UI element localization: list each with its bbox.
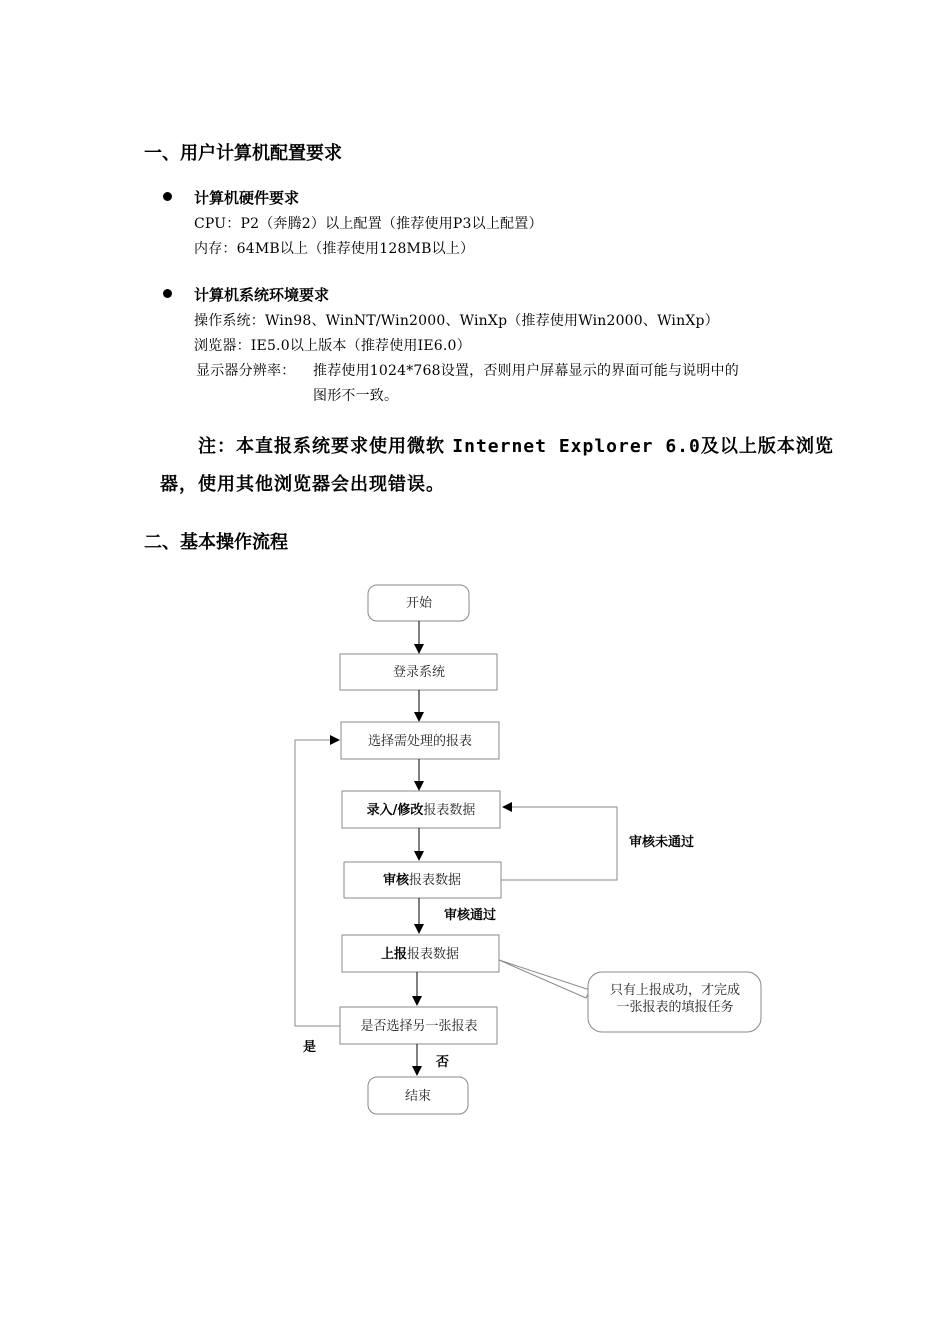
environment-line: 浏览器：IE5.0以上版本（推荐使用IE6.0） (194, 338, 471, 354)
note-browser: Internet Explorer 6.0 (452, 436, 701, 457)
no-label: 否 (436, 1055, 450, 1070)
flow-start-node (368, 585, 469, 621)
note-line-2: 器，使用其他浏览器会出现错误。 (160, 474, 445, 495)
note-suffix: 及以上版本浏览 (700, 436, 834, 457)
flow-loop-arrowhead (502, 802, 512, 812)
callout-line-2: 一张报表的填报任务 (616, 1000, 734, 1015)
flow-input-bold: 录入/修改 (366, 803, 424, 818)
flow-end-node (368, 1077, 468, 1114)
flow-yes-arrowhead (330, 735, 340, 745)
flow-audit-bold: 审核 (382, 873, 409, 888)
resolution-text: 推荐使用1024*768设置，否则用户屏幕显示的界面可能与说明中的 (313, 363, 739, 379)
note-prefix: 注：本直报系统要求使用微软 (198, 436, 445, 457)
flow-login-label: 登录系统 (392, 665, 446, 680)
audit-fail-label: 审核未通过 (629, 835, 695, 850)
section1-title: 一、用户计算机配置要求 (144, 143, 342, 164)
section2-title: 二、基本操作流程 (144, 532, 288, 553)
yes-label: 是 (303, 1040, 317, 1055)
flow-submit-node (342, 935, 499, 972)
hardware-line: CPU：P2（奔腾2）以上配置（推荐使用P3以上配置） (194, 216, 543, 232)
audit-pass-label: 审核通过 (444, 908, 497, 923)
flow-input-rest: 报表数据 (423, 803, 476, 818)
flow-audit-label (383, 872, 461, 888)
flow-choose-node (340, 1007, 497, 1044)
flow-choose-label: 是否选择另一张报表 (360, 1019, 478, 1034)
resolution-label: 显示器分辨率： (196, 363, 296, 379)
flow-audit-rest: 报表数据 (409, 873, 462, 888)
flow-audit-node (344, 862, 501, 898)
flow-select-label: 选择需处理的报表 (367, 734, 473, 749)
flow-loop-line (501, 807, 617, 880)
flow-yes-line (295, 740, 340, 1026)
environment-line: 操作系统：Win98、WinNT/Win2000、WinXp（推荐使用Win2000、WinXp） (194, 313, 719, 329)
flow-submit-label (381, 946, 459, 962)
resolution-text-cont: 图形不一致。 (313, 388, 399, 404)
flow-input-node (342, 791, 500, 828)
callout-pointer (499, 960, 590, 998)
flow-login-node (340, 654, 497, 690)
callout-line-1: 只有上报成功，才完成 (609, 983, 741, 998)
hardware-title: 计算机硬件要求 (194, 189, 300, 207)
flow-select-node (341, 722, 499, 759)
flow-end-label: 结束 (404, 1089, 432, 1104)
flow-submit-bold: 上报 (380, 947, 407, 962)
flow-start-label: 开始 (405, 596, 433, 611)
hardware-line: 内存：64MB以上（推荐使用128MB以上） (194, 241, 475, 257)
flow-input-label (367, 802, 476, 818)
flow-submit-rest: 报表数据 (407, 947, 460, 962)
environment-title: 计算机系统环境要求 (194, 286, 330, 304)
